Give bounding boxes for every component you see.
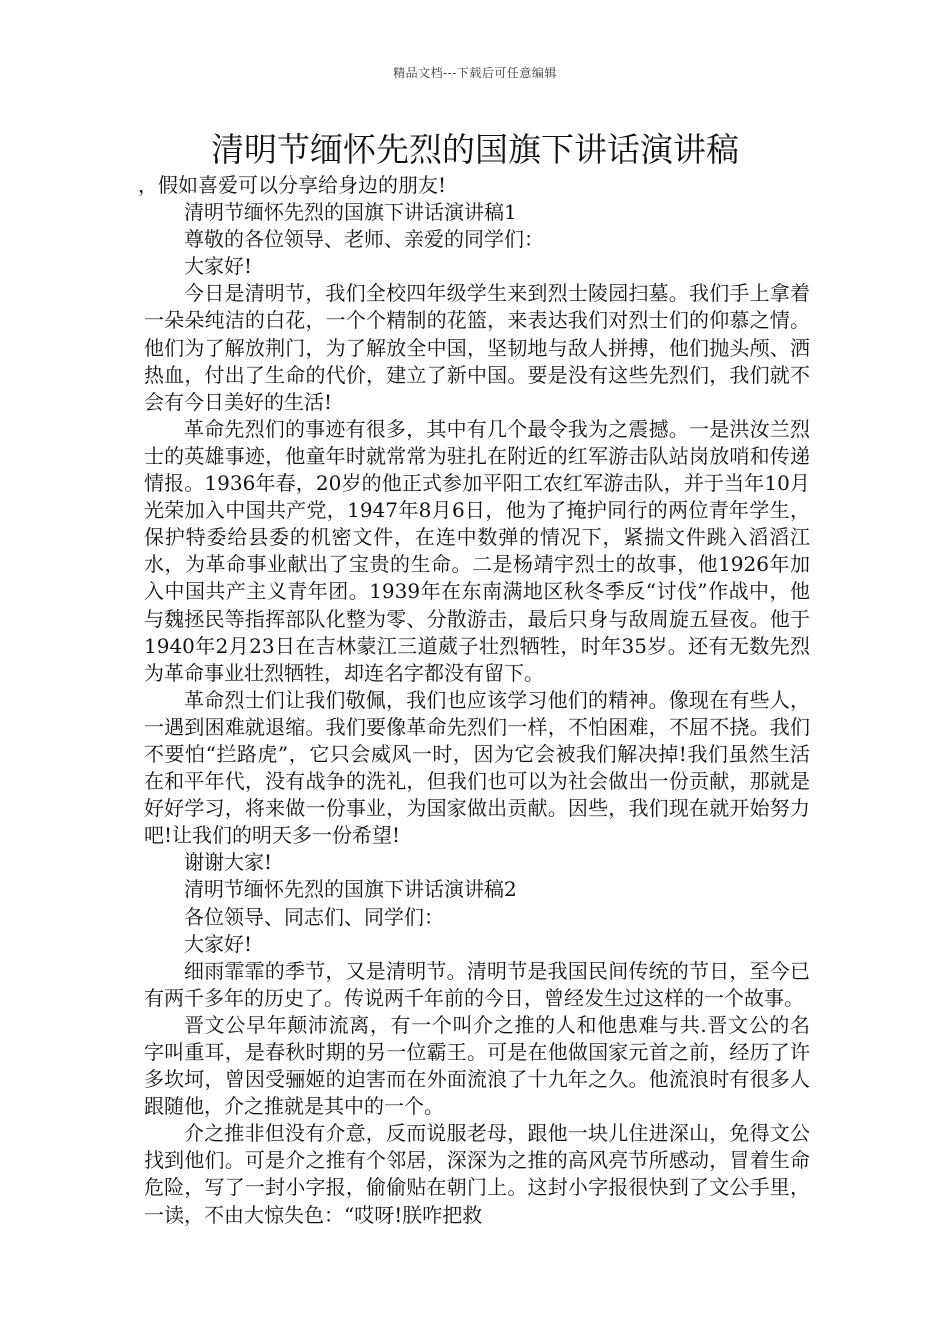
greeting: 大家好! (184, 254, 253, 279)
header-note: 精品文档---下载后可任意编辑 (393, 66, 557, 80)
document-body (138, 172, 810, 1229)
document-title: 清明节缅怀先烈的国旗下讲话演讲稿 (211, 130, 739, 169)
paragraph: 介之推非但没有介意，反而说服老母，跟他一块儿住进深山，免得文公找到他们。可是介之推有个邻居，深深为之推的高风亮节所感动，冒着生命危险，写了一封小字报，偷偷贴在朝门上。这封小字报很快到了文公手里，一读，不由大惊失色：“哎呀!朕咋把救 (144, 1121, 810, 1227)
greeting: 大家好! (184, 931, 253, 956)
paragraph: ，假如喜爱可以分享给身边的朋友! (138, 173, 447, 197)
paragraph: 革命先烈们的事迹有很多，其中有几个最令我为之震撼。一是洪汝兰烈士的英雄事迹，他童年时就常常为驻扎在附近的红军游击队站岗放哨和传递情报。1936年春，20岁的他正式参加平阳工农红军游击队，并于当年10月光荣加入中国共产党，1947年8月6日，他为了掩护同行的两位青年学生，保护特委给县委的机密文件，在连中数弹的情况下，紧揣文件跳入滔滔江水，为革命事业献出了宝贵的生命。二是杨靖宇烈士的故事，他1926年加入中国共产主义青年团。1939年在东南满地区秋冬季反“讨伐”作战中，他与魏拯民等指挥部队化整为零、分散游击，最后只身与敌周旋五昼夜。他于1940年2月23日在吉林蒙江三道葳子壮烈牺牲，时年35岁。还有无数先烈为革命事业壮烈牺牲，却连名字都没有留下。 (144, 416, 810, 685)
paragraph: 晋文公早年颠沛流离，有一个叫介之推的人和他患难与共.晋文公的名字叫重耳，是春秋时期的另一位霸王。可是在他做国家元首之前，经历了许多坎坷，曾因受骊姬的迫害而在外面流浪了十九年之久。他流浪时有很多人跟随他，介之推就是其中的一个。 (144, 1012, 810, 1119)
section-heading: 清明节缅怀先烈的国旗下讲话演讲稿1 (184, 200, 517, 225)
section-heading: 清明节缅怀先烈的国旗下讲话演讲稿2 (184, 877, 517, 902)
salutation: 尊敬的各位领导、老师、亲爱的同学们： (184, 227, 544, 252)
paragraph: 今日是清明节，我们全校四年级学生来到烈士陵园扫墓。我们手上拿着一朵朵纯洁的白花，一个个精制的花篮，来表达我们对烈士们的仰慕之情。他们为了解放荆门，为了解放全中国，坚韧地与敌人拼搏，他们抛头颅、洒热血，付出了生命的代价，建立了新中国。要是没有这些先烈们，我们就不会有今日美好的生活! (144, 281, 810, 414)
paragraph: 细雨霏霏的季节，又是清明节。清明节是我国民间传统的节日，至今已有两千多年的历史了。传说两千年前的今日，曾经发生过这样的一个故事。 (144, 958, 810, 1010)
salutation: 各位领导、同志们、同学们： (184, 904, 444, 929)
closing: 谢谢大家! (184, 850, 273, 875)
paragraph: 革命烈士们让我们敬佩，我们也应该学习他们的精神。像现在有些人，一遇到困难就退缩。我们要像革命先烈们一样，不怕困难，不屈不挠。我们不要怕“拦路虎”，它只会威风一时，因为它会被我们解决掉!我们虽然生活在和平年代，没有战争的洗礼，但我们也可以为社会做出一份贡献，那就是好好学习，将来做一份事业，为国家做出贡献。因些，我们现在就开始努力吧!让我们的明天多一份希望! (144, 687, 810, 848)
